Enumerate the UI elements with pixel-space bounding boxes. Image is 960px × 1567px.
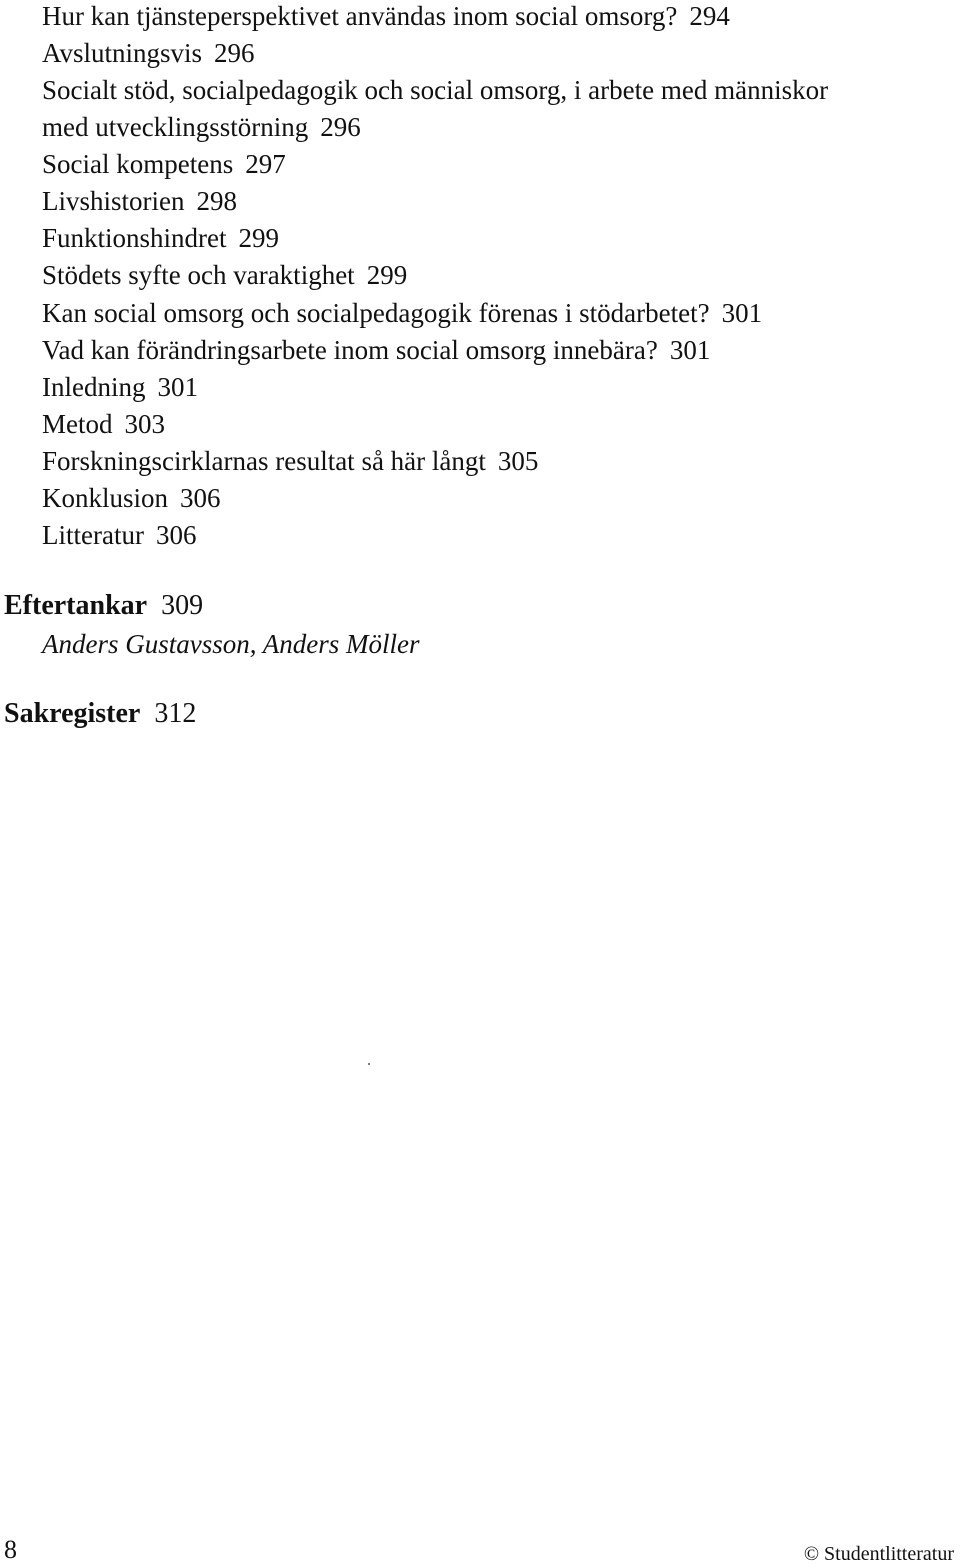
toc-entry-page: 297	[245, 149, 286, 179]
toc-entry	[42, 148, 286, 180]
toc-section	[4, 698, 196, 730]
toc-entry-page: 301	[157, 372, 198, 402]
toc-section-authors: Anders Gustavsson, Anders Möller	[42, 629, 420, 659]
toc-entry	[42, 297, 762, 329]
toc-entry-title: Litteratur	[42, 520, 144, 550]
toc-entry	[42, 259, 407, 291]
toc-entry-title: Inledning	[42, 372, 146, 402]
toc-entry	[42, 37, 255, 69]
toc-entry	[42, 445, 538, 477]
toc-entry-page: 305	[497, 446, 539, 476]
toc-section-title: Sakregister	[4, 698, 141, 729]
toc-entry	[42, 74, 828, 106]
toc-entry-page: 294	[689, 1, 730, 31]
toc-section-title: Eftertankar	[4, 590, 148, 621]
toc-entry-title: Stödets syfte och varaktighet	[42, 260, 355, 290]
page-number: 8	[4, 1535, 17, 1564]
toc-entry-title: Livshistorien	[42, 186, 185, 216]
toc-entry	[42, 519, 196, 551]
stray-dot	[368, 1063, 370, 1065]
toc-entry-title: Avslutningsvis	[42, 38, 203, 68]
toc-entry-title: Metod	[42, 409, 113, 439]
toc-section-page: 312	[154, 698, 197, 729]
toc-entry-page: 299	[238, 223, 280, 253]
toc-entry-continuation	[42, 111, 361, 143]
toc-entry	[42, 185, 237, 217]
toc-entry-page: 296	[214, 38, 255, 68]
toc-entry-page: 306	[180, 483, 221, 513]
toc-entry	[42, 222, 279, 254]
toc-entry	[42, 334, 710, 366]
toc-entry-page: 306	[155, 520, 197, 550]
toc-entry-page: 303	[124, 409, 165, 439]
toc-entry-title: Vad kan förändringsarbete inom social omsorg innebära?	[42, 335, 658, 365]
toc-section	[4, 590, 203, 622]
toc-entry	[42, 482, 221, 514]
toc-entry-page: 296	[320, 112, 361, 142]
toc-entry-title: Socialt stöd, socialpedagogik och social omsorg, i arbete med människor	[42, 75, 829, 105]
copyright-notice: © Studentlitteratur	[803, 1543, 954, 1565]
toc-section-page: 309	[161, 590, 204, 621]
toc-entry	[42, 0, 730, 32]
toc-entry-page: 298	[196, 186, 237, 216]
toc-entry-title: Social kompetens	[42, 149, 234, 179]
toc-entry-title: Funktionshindret	[42, 223, 227, 253]
toc-entry-title: Konklusion	[42, 483, 169, 513]
toc-entry-page: 299	[366, 260, 408, 290]
toc-entry-title: Kan social omsorg och socialpedagogik förenas i stödarbetet?	[42, 298, 710, 328]
toc-entry-title-continued: med utvecklingsstörning	[42, 112, 309, 142]
toc-entry-title: Forskningscirklarnas resultat så här långt	[42, 446, 486, 476]
toc-entry-page: 301	[669, 335, 711, 365]
toc-entry	[42, 408, 165, 440]
toc-entry-title: Hur kan tjänsteperspektivet användas inom social omsorg?	[42, 1, 678, 31]
toc-entry	[42, 371, 198, 403]
toc-entry-page: 301	[721, 298, 763, 328]
